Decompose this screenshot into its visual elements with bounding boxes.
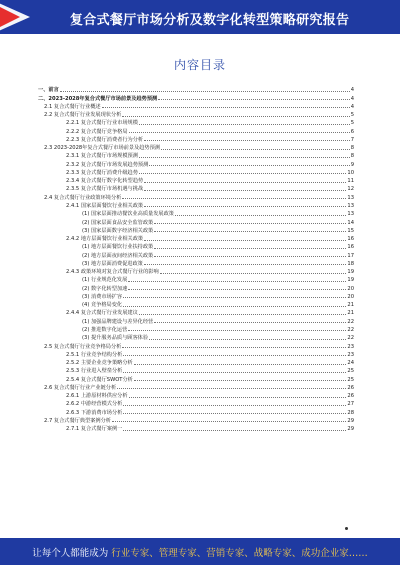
toc-leader-dots bbox=[139, 156, 350, 158]
toc-entry[interactable] bbox=[38, 292, 354, 300]
toc-entry-page: 23 bbox=[347, 343, 354, 350]
toc-entry-label: 2.7.1 复合式餐厅案例一 bbox=[66, 426, 123, 433]
toc-entry[interactable] bbox=[38, 275, 354, 283]
toc-entry-page: 20 bbox=[347, 293, 354, 300]
toc-entry-label: 2.5.1 行业竞争结构分析 bbox=[66, 351, 123, 358]
toc-leader-dots bbox=[117, 387, 346, 389]
document-footer bbox=[0, 538, 400, 565]
toc-entry-page: 22 bbox=[347, 326, 354, 333]
toc-entry-page: 26 bbox=[347, 393, 354, 400]
toc-entry-page: 11 bbox=[347, 178, 354, 185]
toc-leader-dots bbox=[129, 396, 347, 398]
toc-entry-page: 13 bbox=[347, 211, 354, 218]
footer-prefix: 让每个人都能成为 bbox=[32, 548, 109, 559]
toc-entry-label: (3) 提升服务品质与顾客体验 bbox=[82, 335, 149, 342]
toc-leader-dots bbox=[144, 139, 350, 141]
footer-highlight: 行业专家、管理专家、营销专家、战略专家、成功企业家…… bbox=[111, 548, 368, 559]
toc-entry-page: 18 bbox=[347, 260, 354, 267]
document-header bbox=[0, 0, 400, 34]
toc-entry[interactable] bbox=[38, 250, 354, 258]
toc-entry-page: 20 bbox=[347, 285, 354, 292]
toc-entry-page: 5 bbox=[350, 120, 354, 127]
toc-entry-page: 7 bbox=[350, 136, 354, 143]
toc-entry-label: 2.1 复合式餐厅行业概述 bbox=[44, 103, 101, 110]
toc-leader-dots bbox=[60, 90, 350, 92]
toc-entry-page: 19 bbox=[347, 277, 354, 284]
toc-entry-label: 2.2.3 复合式餐厅消费者行为分析 bbox=[66, 136, 144, 143]
toc-entry-page: 21 bbox=[347, 310, 354, 317]
toc-entry-label: (2) 地方层面夜间经济相关政策 bbox=[82, 252, 154, 259]
toc-entry[interactable] bbox=[38, 366, 354, 374]
toc-entry-label: 2.3.1 复合式餐厅市场规模预测 bbox=[66, 153, 138, 160]
toc-leader-dots bbox=[144, 189, 346, 191]
toc-entry-page: 10 bbox=[347, 169, 354, 176]
toc-entry-page: 8 bbox=[350, 153, 354, 160]
toc-entry[interactable] bbox=[38, 300, 354, 308]
report-title: 复合式餐厅市场分析及数字化转型策略研究报告 bbox=[70, 13, 350, 28]
toc-entry-label: 2.2.2 复合式餐厅竞争格局 bbox=[66, 128, 128, 135]
toc-leader-dots bbox=[144, 239, 346, 241]
toc-entry-label: 2.6.1 上游原材料供应分析 bbox=[66, 393, 128, 400]
toc-leader-dots bbox=[160, 272, 347, 274]
toc-entry-page: 16 bbox=[347, 244, 354, 251]
toc-title: 内容目录 bbox=[173, 58, 226, 72]
toc-leader-dots bbox=[149, 164, 349, 166]
toc-leader-dots bbox=[123, 412, 346, 414]
toc-entry-label: 2.7 复合式餐厅典型案例分析 bbox=[44, 417, 111, 424]
toc-leader-dots bbox=[123, 354, 346, 356]
toc-entry-label: (1) 行业规范化发展 bbox=[82, 277, 128, 284]
toc-entry-page: 29 bbox=[347, 426, 354, 433]
toc-entry-label: 2.4.2 地方层面餐饮行业相关政策 bbox=[66, 236, 144, 243]
toc-entry-label: (2) 国家层面食品安全监管政策 bbox=[82, 219, 154, 226]
toc-entry-page: 9 bbox=[350, 161, 354, 168]
toc-entry-label: (2) 数字化转型加速 bbox=[82, 285, 128, 292]
toc-entry[interactable] bbox=[38, 151, 354, 159]
toc-entry-label: 一、前言 bbox=[38, 87, 59, 94]
toc-leader-dots bbox=[154, 255, 346, 257]
toc-entry-page: 26 bbox=[347, 384, 354, 391]
toc-entry[interactable] bbox=[38, 416, 354, 424]
toc-leader-dots bbox=[128, 288, 346, 290]
toc-leader-dots bbox=[128, 280, 346, 282]
toc-entry-page: 25 bbox=[347, 368, 354, 375]
toc-entry-label: (1) 国家层面推动餐饮业高质量发展政策 bbox=[82, 211, 174, 218]
toc-entry[interactable] bbox=[38, 407, 354, 415]
toc-entry-label: (1) 加强品牌建设与差异化经营 bbox=[82, 318, 154, 325]
toc-leader-dots bbox=[139, 123, 350, 125]
toc-leader-dots bbox=[158, 98, 349, 100]
toc-entry-label: (4) 竞争格局变化 bbox=[82, 302, 123, 309]
toc-entry[interactable] bbox=[38, 333, 354, 341]
toc-entry-page: 29 bbox=[347, 417, 354, 424]
toc-entry[interactable] bbox=[38, 201, 354, 209]
toc-leader-dots bbox=[128, 329, 346, 331]
toc-entry-page: 17 bbox=[347, 252, 354, 259]
toc-entry-label: 2.3.2 复合式餐厅市场发展趋势预测 bbox=[66, 161, 149, 168]
toc-entry-label: (3) 地方层面消费促进政策 bbox=[82, 260, 143, 267]
toc-entry[interactable] bbox=[38, 217, 354, 225]
toc-entry-label: 2.6.2 中游经营模式分析 bbox=[66, 401, 123, 408]
toc-entry-page: 25 bbox=[347, 376, 354, 383]
toc-entry[interactable] bbox=[38, 143, 354, 151]
toc-leader-dots bbox=[175, 214, 346, 216]
toc-leader-dots bbox=[122, 346, 346, 348]
toc-leader-dots bbox=[123, 296, 346, 298]
toc-entry-page: 24 bbox=[347, 360, 354, 367]
toc-entry-label: (3) 国家层面数字经济相关政策 bbox=[82, 227, 154, 234]
toc-entry-label: 2.4.3 政策环境对复合式餐厅行业的影响 bbox=[66, 269, 159, 276]
toc-entry[interactable] bbox=[38, 234, 354, 242]
toc-entry-label: 2.6 复合式餐厅行业产业链分析 bbox=[44, 384, 117, 391]
toc-entry-page: 4 bbox=[350, 103, 354, 110]
toc-leader-dots bbox=[154, 222, 346, 224]
toc-leader-dots bbox=[134, 379, 347, 381]
toc-entry-page: 4 bbox=[350, 87, 354, 94]
toc-leader-dots bbox=[139, 313, 346, 315]
toc-entry-label: 二、2023-2028年复合式餐厅市场前景及趋势预测 bbox=[38, 95, 158, 102]
toc-leader-dots bbox=[154, 247, 346, 249]
footer-slogan bbox=[0, 545, 400, 559]
toc-leader-dots bbox=[144, 181, 346, 183]
toc-entry-label: 2.3.3 复合式餐厅消费升级趋势 bbox=[66, 169, 138, 176]
toc-entry[interactable] bbox=[38, 192, 354, 200]
toc-entry[interactable] bbox=[38, 374, 354, 382]
toc-leader-dots bbox=[144, 205, 346, 207]
toc-entry[interactable] bbox=[38, 424, 354, 432]
toc-entry[interactable] bbox=[38, 391, 354, 399]
toc-entry-label: 2.5.2 主要企业竞争策略分析 bbox=[66, 360, 133, 367]
toc-entry-label: 2.4 复合式餐厅行业政策环境分析 bbox=[44, 194, 122, 201]
toc-entry[interactable] bbox=[38, 93, 354, 101]
toc-entry-label: 2.3.5 复合式餐厅市场机遇与挑战 bbox=[66, 186, 144, 193]
toc-entry[interactable] bbox=[38, 325, 354, 333]
toc-entry-label: 2.2 复合式餐厅行业发展现状分析 bbox=[44, 112, 122, 119]
toc-entry-label: 2.2.1 复合式餐厅行业市场规模 bbox=[66, 120, 138, 127]
toc-entry[interactable] bbox=[38, 118, 354, 126]
toc-entry[interactable] bbox=[38, 267, 354, 275]
toc-entry[interactable] bbox=[38, 176, 354, 184]
toc-entry[interactable] bbox=[38, 383, 354, 391]
toc-leader-dots bbox=[139, 172, 346, 174]
toc-entry[interactable] bbox=[38, 283, 354, 291]
toc-entry[interactable] bbox=[38, 135, 354, 143]
toc-entry[interactable] bbox=[38, 102, 354, 110]
toc-leader-dots bbox=[154, 230, 346, 232]
toc-entry-page: 5 bbox=[350, 112, 354, 119]
toc-leader-dots bbox=[129, 131, 350, 133]
toc-entry-page: 13 bbox=[347, 194, 354, 201]
toc-leader-dots bbox=[112, 420, 346, 422]
toc-entry-label: (3) 消费市场扩容 bbox=[82, 293, 123, 300]
toc-entry[interactable] bbox=[38, 126, 354, 134]
toc-leader-dots bbox=[102, 106, 350, 108]
page-marker bbox=[345, 527, 348, 530]
toc-entry-page: 15 bbox=[347, 227, 354, 234]
toc-entry[interactable] bbox=[38, 316, 354, 324]
toc-leader-dots bbox=[149, 338, 346, 340]
toc-entry[interactable] bbox=[38, 226, 354, 234]
toc-entry[interactable] bbox=[38, 168, 354, 176]
toc-entry[interactable] bbox=[38, 341, 354, 349]
toc-entry-label: 2.4.4 复合式餐厅行业发展建议 bbox=[66, 310, 138, 317]
toc-entry[interactable] bbox=[38, 358, 354, 366]
toc-entry-page: 27 bbox=[347, 401, 354, 408]
toc-leader-dots bbox=[144, 263, 347, 265]
toc-leader-dots bbox=[123, 429, 346, 431]
toc-entry-page: 22 bbox=[347, 318, 354, 325]
toc-entry[interactable] bbox=[38, 399, 354, 407]
toc-leader-dots bbox=[122, 197, 346, 199]
toc-entry-page: 14 bbox=[347, 219, 354, 226]
toc-entry-label: 2.5.3 行业进入壁垒分析 bbox=[66, 368, 123, 375]
toc-entry-page: 12 bbox=[347, 186, 354, 193]
toc-leader-dots bbox=[134, 363, 347, 365]
toc-entry-label: (1) 地方层面餐饮行业扶持政策 bbox=[82, 244, 154, 251]
toc-entry[interactable] bbox=[38, 350, 354, 358]
header-decoration-red bbox=[0, 0, 20, 34]
toc-leader-dots bbox=[154, 321, 346, 323]
toc-entry-page: 6 bbox=[350, 128, 354, 135]
toc-entry-label: 2.4.1 国家层面餐饮行业相关政策 bbox=[66, 202, 144, 209]
toc-entry-label: 2.5 复合式餐厅行业竞争格局分析 bbox=[44, 343, 122, 350]
toc-entry-label: (2) 推进数字化运营 bbox=[82, 326, 128, 333]
toc-entry-label: 2.3 2023-2028年复合式餐厅市场前景及趋势预测 bbox=[44, 145, 160, 152]
toc-entry-page: 19 bbox=[347, 269, 354, 276]
toc-leader-dots bbox=[161, 148, 350, 150]
toc-leader-dots bbox=[123, 371, 346, 373]
toc-entry[interactable] bbox=[38, 259, 354, 267]
toc-entry-page: 21 bbox=[347, 302, 354, 309]
toc-leader-dots bbox=[123, 305, 346, 307]
toc-entry-page: 8 bbox=[350, 145, 354, 152]
table-of-contents bbox=[38, 85, 354, 432]
toc-entry[interactable] bbox=[38, 85, 354, 93]
toc-entry-page: 23 bbox=[347, 351, 354, 358]
toc-entry-page: 4 bbox=[350, 95, 354, 102]
toc-entry[interactable] bbox=[38, 159, 354, 167]
toc-entry-label: 2.5.4 复合式餐厅SWOT分析 bbox=[66, 376, 133, 383]
toc-entry[interactable] bbox=[38, 242, 354, 250]
toc-leader-dots bbox=[122, 115, 349, 117]
toc-entry-page: 16 bbox=[347, 236, 354, 243]
toc-leader-dots bbox=[123, 404, 346, 406]
toc-entry-page: 22 bbox=[347, 335, 354, 342]
toc-entry[interactable] bbox=[38, 184, 354, 192]
toc-entry[interactable] bbox=[38, 308, 354, 316]
toc-entry-label: 2.3.4 复合式餐厅数字化转型趋势 bbox=[66, 178, 144, 185]
toc-entry-label: 2.6.3 下游消费市场分析 bbox=[66, 409, 123, 416]
toc-entry-page: 28 bbox=[347, 409, 354, 416]
toc-entry[interactable] bbox=[38, 110, 354, 118]
toc-entry-page: 13 bbox=[347, 202, 354, 209]
toc-entry[interactable] bbox=[38, 209, 354, 217]
